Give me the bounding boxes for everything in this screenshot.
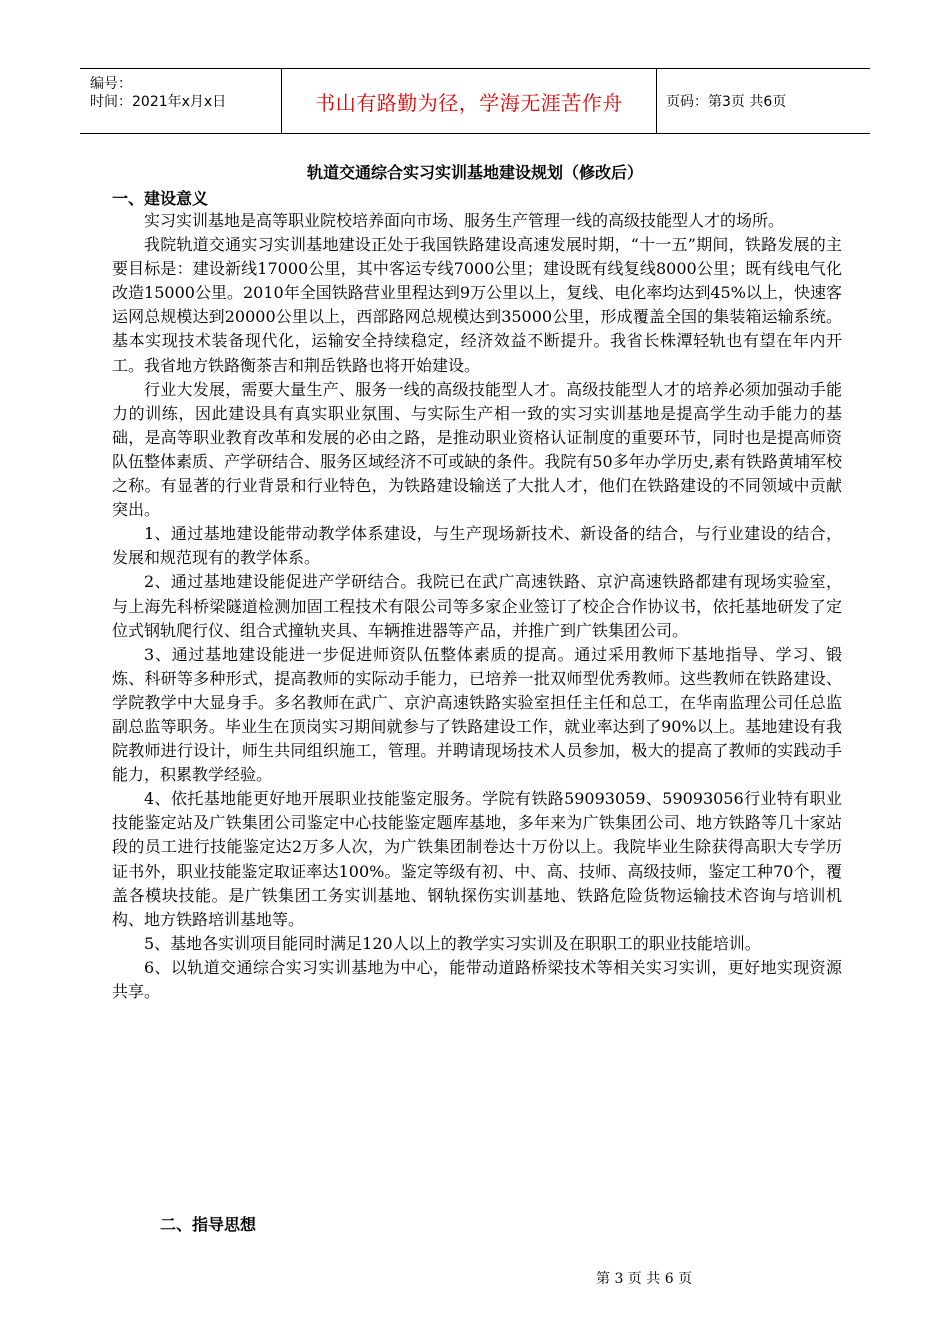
body-paragraph: 我院轨道交通实习实训基地建设正处于我国铁路建设高速发展时期，“十一五”期间，铁路发展的主要目标是：建设新线17000公里，其中客运专线7000公里；建设既有线复线8000公里；既有线电气化改造15000公里。2010年全国铁路营业里程达到9万公里以上，复线、电化率均达到45%以上，快速客运网总规模达到20000公里以上，西部路网总规模达到35000公里，形成覆盖全国的集装箱运输系统。基本实现技术装备现代化，运输安全持续稳定，经济效益不断提升。我省长株潭轻轨也有望在年内开工。我省地方铁路衡茶吉和荆岳铁路也将开始建设。 xyxy=(112,235,842,375)
page-header xyxy=(80,68,870,134)
body-paragraph: 2、通过基地建设能促进产学研结合。我院已在武广高速铁路、京沪高速铁路都建有现场实验室，与上海先科桥梁隧道检测加固工程技术有限公司等多家企业签订了校企合作协议书，依托基地研发了定位式钢轨爬行仪、组合式撞轨夹具、车辆推进器等产品，并推广到广铁集团公司。 xyxy=(112,572,842,640)
header-meta-cell xyxy=(80,69,280,133)
section-heading-significance: 一、建设意义 xyxy=(112,189,209,208)
page-footer: 第 3 页 共 6 页 xyxy=(596,1271,693,1287)
document-title: 轨道交通综合实习实训基地建设规划（修改后） xyxy=(306,163,643,182)
section-heading-guiding-ideology: 二、指导思想 xyxy=(160,1215,257,1234)
header-page-info: 页码：第3页 共6页 xyxy=(666,94,787,110)
document-date-label: 时间：2021年x月x日 xyxy=(90,94,227,110)
document-body xyxy=(112,207,842,1004)
body-paragraph: 3、通过基地建设能进一步促进师资队伍整体素质的提高。通过采用教师下基地指导、学习、锻炼、科研等多种形式，提高教师的实际动手能力，已培养一批双师型优秀教师。这些教师在铁路建设、学院教学中大显身手。多名教师在武广、京沪高速铁路实验室担任主任和总工，在华南监理公司任总监副总监等职务。毕业生在顶岗实习期间就参与了铁路建设工作，就业率达到了90%以上。基地建设有我院教师进行设计，师生共同组织施工，管理。并聘请现场技术人员参加，极大的提高了教师的实践动手能力，积累教学经验。 xyxy=(112,644,842,785)
body-paragraph: 实习实训基地是高等职业院校培养面向市场、服务生产管理一线的高级技能型人才的场所。 xyxy=(144,211,785,230)
body-paragraph: 5、基地各实训项目能同时满足120人以上的教学实习实训及在职职工的职业技能培训。 xyxy=(144,933,761,953)
document-number-label: 编号： xyxy=(90,76,132,92)
body-paragraph: 6、以轨道交通综合实习实训基地为中心，能带动道路桥梁技术等相关实习实训，更好地实现资源共享。 xyxy=(112,957,842,1001)
body-paragraph: 1、通过基地建设能带动教学体系建设，与生产现场新技术、新设备的结合，与行业建设的结合，发展和规范现有的教学体系。 xyxy=(112,524,842,568)
body-paragraph: 4、依托基地能更好地开展职业技能鉴定服务。学院有铁路59093059、59093056行业特有职业技能鉴定站及广铁集团公司鉴定中心技能鉴定题库基地，多年来为广铁集团公司、地方铁路等几十家站段的员工进行技能鉴定达2万多人次，为广铁集团制卷达十万份以上。我院毕业生除获得高职大专学历证书外，职业技能鉴定取证率达100%。鉴定等级有初、中、高、技师、高级技师，鉴定工种70个，覆盖各模块技能。是广铁集团工务实训基地、钢轨探伤实训基地、铁路危险货物运输技术咨询与培训机构、地方铁路培训基地等。 xyxy=(112,789,842,929)
header-slogan: 书山有路勤为径，学海无涯苦作舟 xyxy=(281,69,657,133)
body-paragraph: 行业大发展，需要大量生产、服务一线的高级技能型人才。高级技能型人才的培养必须加强动手能力的训练，因此建设具有真实职业氛围、与实际生产相一致的实习实训基地是提高学生动手能力的基础，是高等职业教育改革和发展的必由之路，是推动职业资格认证制度的重要环节，同时也是提高师资队伍整体素质、产学研结合、服务区域经济不可或缺的条件。我院有50多年办学历史,素有铁路黄埔军校之称。有显著的行业背景和行业特色，为铁路建设输送了大批人才，他们在铁路建设的不同领域中贡献突出。 xyxy=(112,379,842,520)
